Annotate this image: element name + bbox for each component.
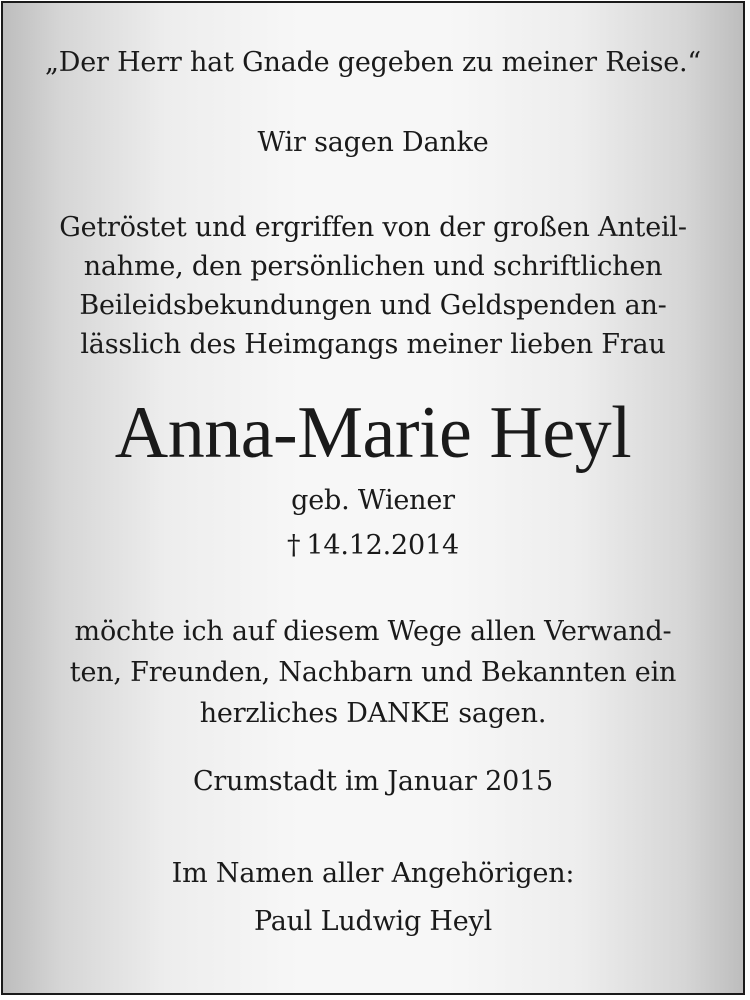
message-line: ten, Freunden, Nachbarn und Bekannten ein xyxy=(69,657,677,688)
message-paragraph xyxy=(3,611,743,734)
intro-paragraph xyxy=(3,208,743,364)
intro-line: nahme, den persönlichen und schriftlichen xyxy=(83,251,663,282)
on-behalf-line: Im Namen aller Angehörigen: xyxy=(171,858,575,889)
message-line: möchte ich auf diesem Wege allen Verwand- xyxy=(74,616,672,647)
intro-line: Getröstet und ergriffen von der großen Anteil- xyxy=(59,212,687,243)
bible-quote: „Der Herr hat Gnade gegeben zu meiner Reise.“ xyxy=(44,47,702,78)
obituary-notice xyxy=(1,1,745,995)
death-date: 14.12.2014 xyxy=(306,530,459,561)
place-and-date: Crumstadt im Januar 2015 xyxy=(192,766,554,797)
signer-name: Paul Ludwig Heyl xyxy=(253,906,493,937)
intro-line: Beileidsbekundungen und Geldspenden an- xyxy=(79,290,667,321)
deceased-name: Anna-Marie Heyl xyxy=(114,392,632,474)
cross-icon: † xyxy=(287,530,301,561)
birth-name: geb. Wiener xyxy=(291,485,455,516)
death-date-line xyxy=(3,530,743,561)
intro-line: lässlich des Heimgangs meiner lieben Frau xyxy=(80,329,666,360)
message-line: herzliches DANKE sagen. xyxy=(199,698,547,729)
notice-heading: Wir sagen Danke xyxy=(257,127,489,158)
